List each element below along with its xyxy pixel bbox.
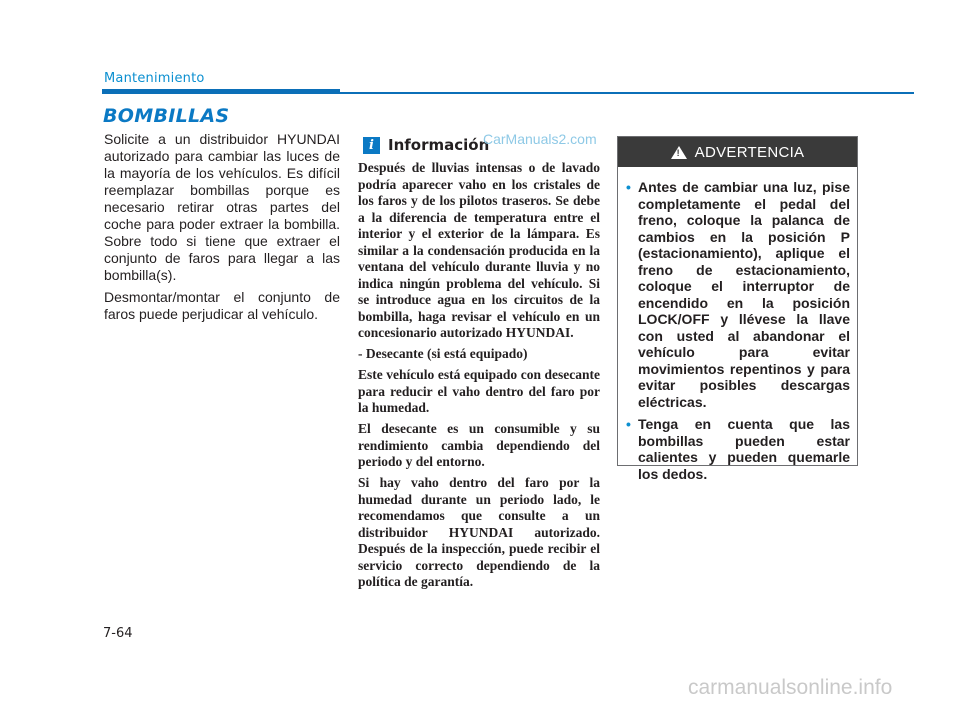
intro-paragraph-2: Desmontar/montar el conjunto de faros puede perjudicar al vehículo. xyxy=(104,289,340,322)
warning-header xyxy=(618,137,857,167)
info-paragraph-2: - Desecante (si está equipado) xyxy=(358,346,528,362)
intro-paragraph-1: Solicite a un distribuidor HYUNDAI autorizado para cambiar las luces de la mayoría de los vehículos. Es difícil reemplazar bombillas porque es necesario retirar otras partes del coche para poder extraer la bombilla. Sobre todo si tiene que extraer el conjunto de faros para llegar a las bombilla(s). xyxy=(104,131,340,283)
page-number: 7-64 xyxy=(103,626,133,641)
warning-item-1: • Antes de cambiar una luz, pise completamente el pedal del freno, coloque la palanca de cambios en la posición P (estacionamiento), aplique el freno de estacionamiento, coloque el interruptor de encendido en la posición LOCK/OFF y llévese la llave con usted al abandonar el vehículo para evitar movimientos repentinos y para evitar posibles descargas eléctricas. xyxy=(626,179,850,410)
warning-list xyxy=(618,167,857,482)
info-header xyxy=(363,136,489,154)
watermark-bottom: carmanualsonline.info xyxy=(688,676,893,699)
info-paragraph-5: Si hay vaho dentro del faro por la humedad durante un periodo lado, le recomendamos que consulte a un distribuidor HYUNDAI autorizado. Después de la inspección, puede recibir el servicio correcto dependiendo de la política de garantía. xyxy=(358,475,600,590)
info-icon: i xyxy=(363,137,380,154)
warning-item-2: • Tenga en cuenta que las bombillas pueden estar calientes y pueden quemarle los dedos. xyxy=(626,416,850,482)
watermark-top: CarManuals2.com xyxy=(483,131,597,147)
info-paragraph-1: Después de lluvias intensas o de lavado podría aparecer vaho en los cristales de los faros y de los pilotos traseros. Se debe a la diferencia de temperatura entre el interior y el exterior de la lámpara. Es similar a la condensación producida en la ventana del vehículo durante lluvia y no indica ningún problema del vehículo. Si se introduce agua en los circuitos de la bombilla, haga revisar el vehículo en un concesionario autorizado HYUNDAI. xyxy=(358,160,600,340)
warning-box xyxy=(617,136,858,482)
page-title: BOMBILLAS xyxy=(103,105,230,127)
header-rule-thin xyxy=(340,92,914,94)
info-paragraph-3: Este vehículo está equipado con desecante para reducir el vaho dentro del faro por la humedad. xyxy=(358,367,600,416)
header-rule-thick xyxy=(102,89,340,94)
warning-triangle-icon: ! xyxy=(671,146,687,159)
info-column xyxy=(358,160,600,595)
warning-title: ADVERTENCIA xyxy=(694,143,805,161)
info-paragraph-4: El desecante es un consumible y su rendimiento cambia dependiendo del periodo y del entorno. xyxy=(358,421,600,470)
intro-column xyxy=(104,131,340,328)
section-label: Mantenimiento xyxy=(104,71,205,86)
info-title: Información xyxy=(388,136,490,154)
